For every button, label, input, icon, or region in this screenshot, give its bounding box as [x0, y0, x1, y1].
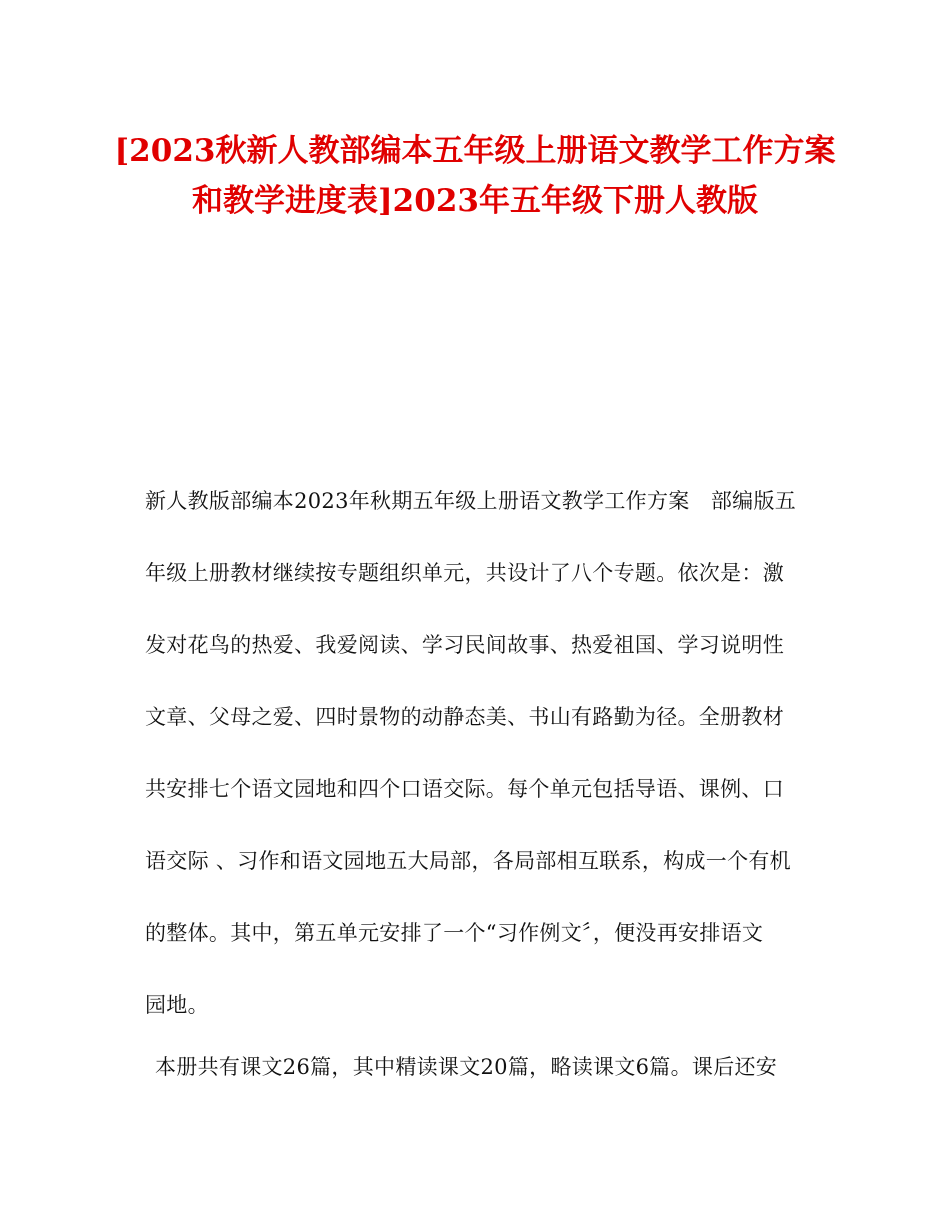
body-line-7: 的整体。其中，第五单元安排了一个“习作例文〞，便没再安排语文 [145, 921, 764, 945]
body-line-4: 文章、父母之爱、四时景物的动静态美、书山有路勤为径。全册教材 [145, 705, 784, 729]
body-line-5: 共安排七个语文园地和四个口语交际。每个单元包括导语、课例、口 [145, 777, 784, 801]
body-line-2: 年级上册教材继续按专题组织单元，共设计了八个专题。依次是：激 [145, 561, 784, 585]
body-line-8: 园地。 [145, 993, 209, 1017]
title-line-1: [2023秋新人教部编本五年级上册语文教学工作方案 [114, 133, 836, 169]
title-line-2: 和教学进度表]2023年五年级下册人教版 [192, 183, 758, 219]
body-line-1: 新人教版部编本2023年秋期五年级上册语文教学工作方案 部编版五 [145, 489, 797, 513]
body-line-6: 语交际 、习作和语文园地五大局部，各局部相互联系，构成一个有机 [145, 849, 791, 873]
body-text [145, 480, 810, 1118]
document-title [0, 126, 950, 226]
body-line-3: 发对花鸟的热爱、我爱阅读、学习民间故事、热爱祖国、学习说明性 [145, 633, 784, 657]
body-line-9: 本册共有课文26篇，其中精读课文20篇，略读课文6篇。课后还安 [155, 1055, 778, 1079]
